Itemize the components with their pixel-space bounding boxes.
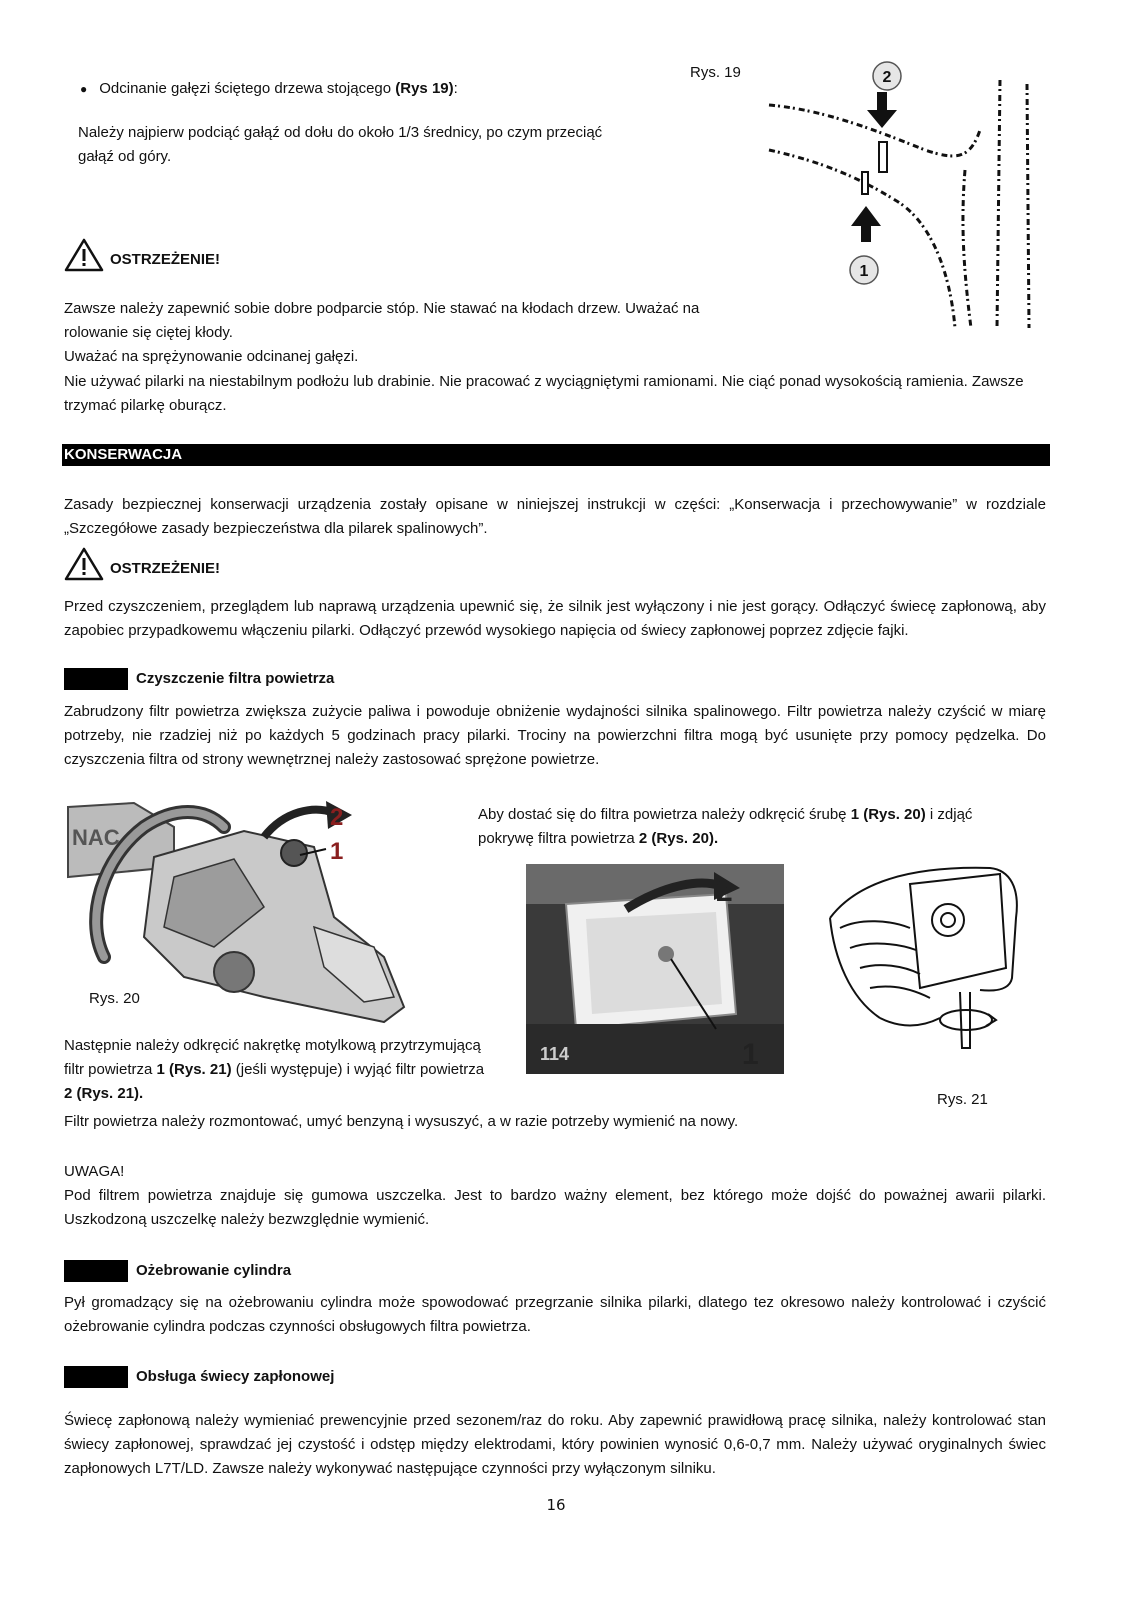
cylinder-paragraph: Pył gromadzący się na ożebrowaniu cylindra może spowodować przegrzanie silnika pilarki, dlatego tez okresowo należy kontrolować i czyścić ożebrowanie cylindra podczas czynności obsługowych filtra powietrza. — [64, 1294, 1046, 1335]
filter-replace-paragraph: Filtr powietrza należy rozmontować, umyć benzyną i wysuszyć, a w razie potrzeby wymienić na nowy. — [64, 1113, 739, 1130]
spark-paragraph: Świecę zapłonową należy wymieniać prewencyjnie przed sezonem/raz do roku. Aby zapewnić prawidłową pracę silnika, należy kontrolować stan świecy zapłonowej, sprawdzać jej czystość i odstęp między elektrodami, który powinien wynosić 0,6-0,7 mm. Należy używać oryginalnych świec zapłonowych L7T/LD. Zawsze należy wykonywać następujące czynności przy wyłączonym silniku. — [64, 1412, 1046, 1477]
fig20-caption: Rys. 20 — [87, 987, 142, 1011]
page-number: 16 — [546, 1496, 566, 1514]
uwaga-title: UWAGA! — [64, 1163, 125, 1180]
filter-nut-paragraph — [64, 1034, 504, 1106]
uwaga-paragraph: Pod filtrem powietrza znajduje się gumowa uszczelka. Jest to bardzo ważny element, bez którego może dojść do poważnej awarii pilarki. Uszkodzoną uszczelkę należy bezwzględnie wymienić. — [64, 1187, 1046, 1228]
fig21-label-2: 2 — [716, 875, 733, 908]
heading-marker — [64, 1260, 128, 1282]
subheading-cylinder — [64, 1259, 291, 1283]
filter-access-paragraph — [478, 803, 998, 851]
bullet-text: Odcinanie gałęzi ściętego drzewa stojącego — [99, 80, 396, 97]
subheading-spark — [64, 1365, 334, 1389]
section-heading-konserwacja: KONSERWACJA — [62, 444, 1050, 466]
warning2-paragraph: Przed czyszczeniem, przeglądem lub naprawą urządzenia upewnić się, że silnik jest wyłączony i nie jest gorący. Odłączyć świecę zapłonową, aby zapobiec przypadkowemu włączeniu pilarki. Odłączyć przewód wysokiego napięcia od świecy zapłonowej poprzez zdjęcie fajki. — [64, 598, 1046, 639]
konserwacja-paragraph: Zasady bezpiecznej konserwacji urządzenia zostały opisane w niniejszej instrukcji w części: „Konserwacja i przechowywanie” w rozdziale „Szczegółowe zasady bezpieczeństwa dla pilarek spalinowych”. — [64, 496, 1046, 537]
fig21-number: 114 — [540, 1044, 570, 1064]
fig20-label-1: 1 — [330, 838, 344, 865]
warning-label: OSTRZEŻENIE! — [110, 251, 221, 268]
filter-nut-d: 2 (Rys. 21). — [64, 1085, 144, 1102]
warning-label: OSTRZEŻENIE! — [110, 560, 221, 577]
arrow-up-icon — [851, 206, 881, 242]
fig19-label-2: 2 — [882, 69, 892, 86]
heading-marker — [64, 1366, 128, 1388]
fig19-caption: Rys. 19 — [690, 64, 741, 81]
warning-triangle-icon — [64, 547, 104, 581]
warning1-line2: Uważać na sprężynowanie odcinanej gałęzi. — [64, 348, 359, 365]
warning1-line1: Zawsze należy zapewnić sobie dobre podparcie stóp. Nie stawać na kłodach drzew. Uważać na rolowanie się ciętej kłody. — [64, 300, 700, 341]
bullet-icon: ● — [80, 82, 88, 96]
filter-nut-b: 1 (Rys. 21) — [156, 1061, 232, 1078]
fig21-caption: Rys. 21 — [937, 1091, 988, 1108]
filter-access-b: 1 (Rys. 20) — [850, 806, 926, 823]
bullet-item — [80, 77, 640, 101]
bullet-tail: : — [453, 80, 458, 97]
fig21-label-1: 1 — [742, 1038, 759, 1071]
filter-nut-a: Następnie należy odkręcić nakrętkę motylkową przytrzymującą filtr powietrza — [64, 1037, 481, 1078]
filter-access-d: 2 (Rys. 20). — [638, 830, 719, 847]
tree-branch-figure — [765, 60, 1035, 330]
filter-access-c: i zdjąć pokrywę filtra powietrza — [478, 806, 973, 847]
subheading-filter — [64, 667, 334, 691]
fig20-brand: NAC — [72, 825, 120, 850]
filter-heading: Czyszczenie filtra powietrza — [136, 670, 335, 687]
intro-paragraph: Należy najpierw podciąć gałąź od dołu do około 1/3 średnicy, po czym przeciąć gałąź od góry. — [78, 124, 603, 165]
fig20-label-2: 2 — [330, 804, 344, 831]
warning-heading-2 — [64, 547, 220, 581]
warning-triangle-icon — [64, 238, 104, 272]
warning1-line3: Nie używać pilarki na niestabilnym podłożu lub drabinie. Nie pracować z wyciągniętymi ramionami. Nie ciąć ponad wysokością ramienia. Zawsze trzymać pilarkę oburącz. — [64, 373, 1024, 414]
filter-paragraph: Zabrudzony filtr powietrza zwiększa zużycie paliwa i powoduje obniżenie wydajności silnika spalinowego. Filtr powietrza należy czyścić w miarę potrzeby, nie rzadziej niż po każdych 5 godzinach pracy pilarki. Trociny na powierzchni filtra mogą być usunięte przy pomocy pędzelka. Do czyszczenia filtra od strony wewnętrznej należy zastosować sprężone powietrze. — [64, 703, 1046, 768]
filter-nut-c: (jeśli występuje) i wyjąć filtr powietrza — [231, 1061, 485, 1078]
arrow-down-icon — [867, 92, 897, 128]
hand-filter-drawing — [820, 858, 1030, 1058]
filter-access-a: Aby dostać się do filtra powietrza należy odkręcić śrubę — [478, 806, 851, 823]
warning-heading-1 — [64, 238, 220, 272]
bullet-ref: (Rys 19) — [395, 80, 454, 97]
fig19-label-1: 1 — [859, 263, 869, 280]
spark-heading: Obsługa świecy zapłonowej — [136, 1368, 335, 1385]
heading-marker — [64, 668, 128, 690]
cylinder-heading: Ożebrowanie cylindra — [136, 1262, 292, 1279]
